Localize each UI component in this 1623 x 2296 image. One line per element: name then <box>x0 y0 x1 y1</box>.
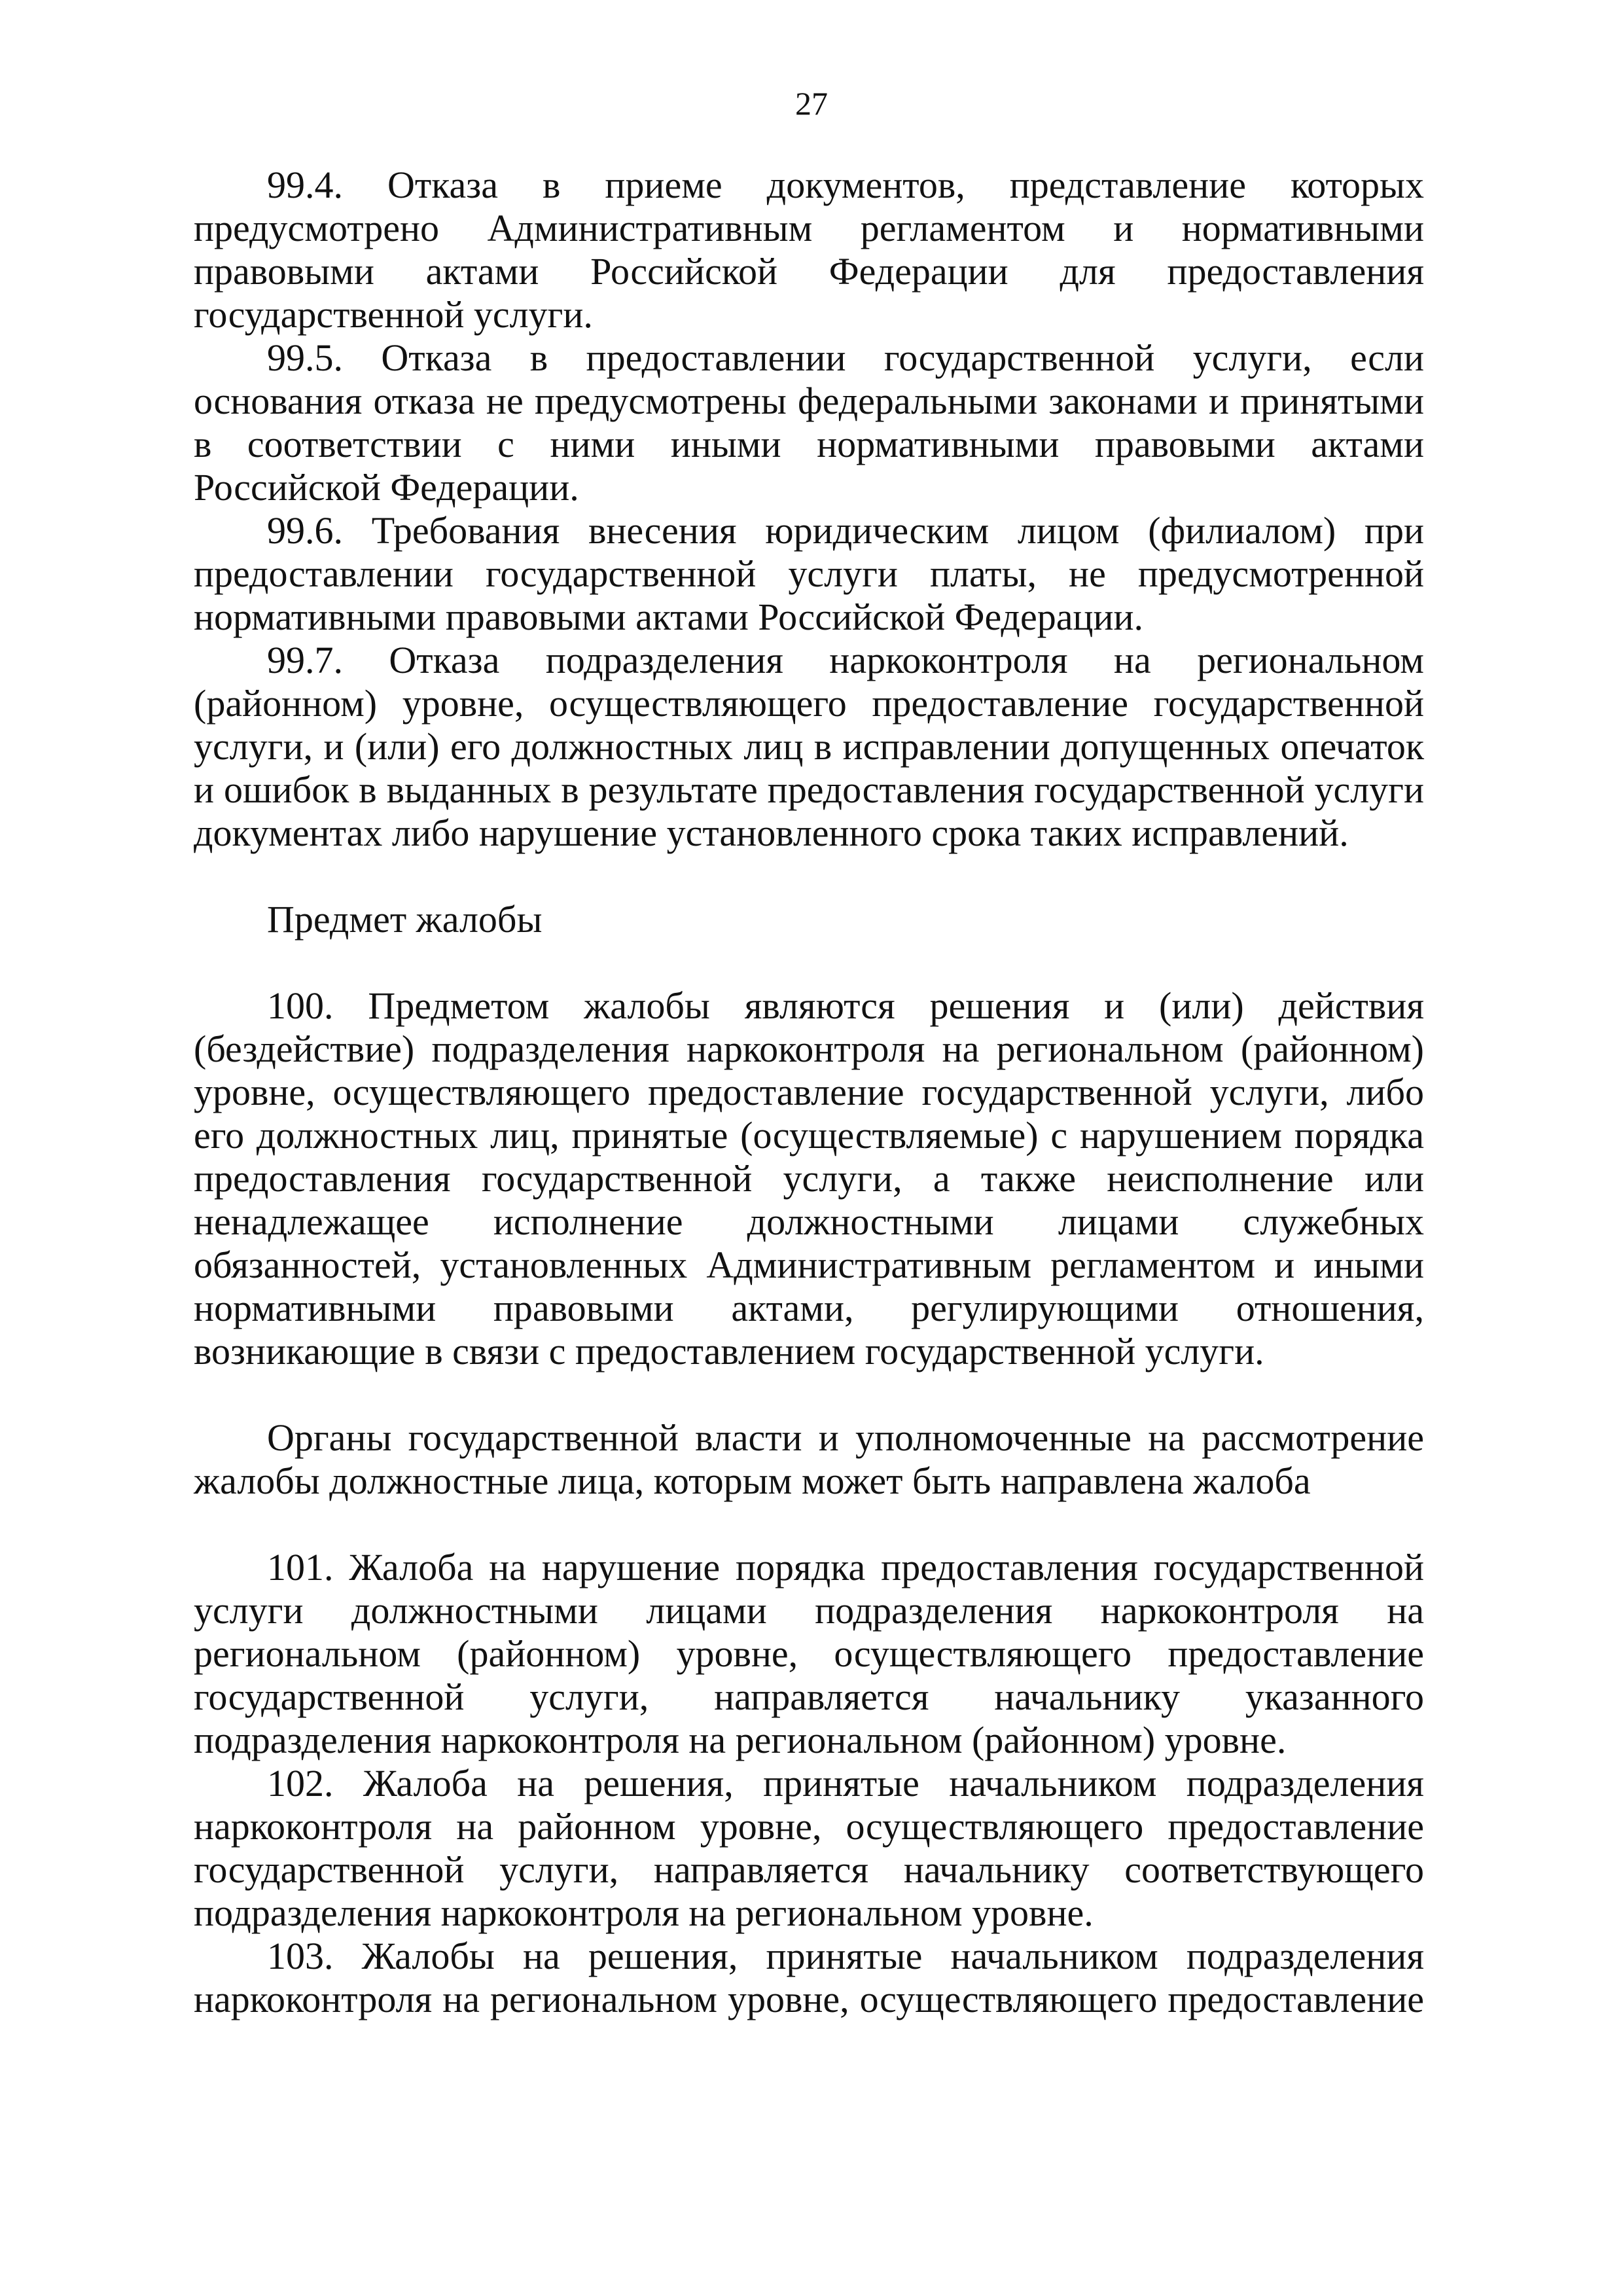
page-number: 27 <box>795 85 828 122</box>
paragraph-99-5: 99.5. Отказа в предоставлении государственной услуги, если основания отказа не предусмотрены федеральными законами и принятыми в соответствии с ними иными нормативными правовыми актами Российской Федерации. <box>194 336 1424 509</box>
paragraph-99-6: 99.6. Требования внесения юридическим лицом (филиалом) при предоставлении государственной услуги платы, не предусмотренной нормативными правовыми актами Российской Федерации. <box>194 509 1424 638</box>
document-body <box>194 164 1424 2021</box>
paragraph-101: 101. Жалоба на нарушение порядка предоставления государственной услуги должностными лицами подразделения наркоконтроля на региональном (районном) уровне, осуществляющего предоставление государственной услуги, направляется начальнику указанного подразделения наркоконтроля на региональном (районном) уровне. <box>194 1546 1424 1761</box>
paragraph-99-7: 99.7. Отказа подразделения наркоконтроля на региональном (районном) уровне, осуществляющего предоставление государственной услуги, и (или) его должностных лиц в исправлении допущенных опечаток и ошибок в выданных в результате предоставления государственной услуги документах либо нарушение установленного срока таких исправлений. <box>194 639 1424 854</box>
section-heading-bodies: Органы государственной власти и уполномоченные на рассмотрение жалобы должностные лица, которым может быть направлена жалоба <box>194 1416 1424 1502</box>
paragraph-103: 103. Жалобы на решения, принятые начальником подразделения наркоконтроля на региональном уровне, осуществляющего предоставление <box>194 1935 1424 2020</box>
paragraph-100: 100. Предметом жалобы являются решения и (или) действия (бездействие) подразделения наркоконтроля на региональном (районном) уровне, осуществляющего предоставление государственной услуги, либо его должностных лиц, принятые (осуществляемые) с нарушением порядка предоставления государственной услуги, а также неисполнение или ненадлежащее исполнение должностными лицами служебных обязанностей, установленных Административным регламентом и иными нормативными правовыми актами, регулирующими отношения, возникающие в связи с предоставлением государственной услуги. <box>194 984 1424 1372</box>
section-heading-subject: Предмет жалобы <box>267 898 543 941</box>
paragraph-102: 102. Жалоба на решения, принятые начальником подразделения наркоконтроля на районном уровне, осуществляющего предоставление государственной услуги, направляется начальнику соответствующего подразделения наркоконтроля на региональном уровне. <box>194 1762 1424 1934</box>
paragraph-99-4: 99.4. Отказа в приеме документов, представление которых предусмотрено Административным регламентом и нормативными правовыми актами Российской Федерации для предоставления государственной услуги. <box>194 164 1424 336</box>
